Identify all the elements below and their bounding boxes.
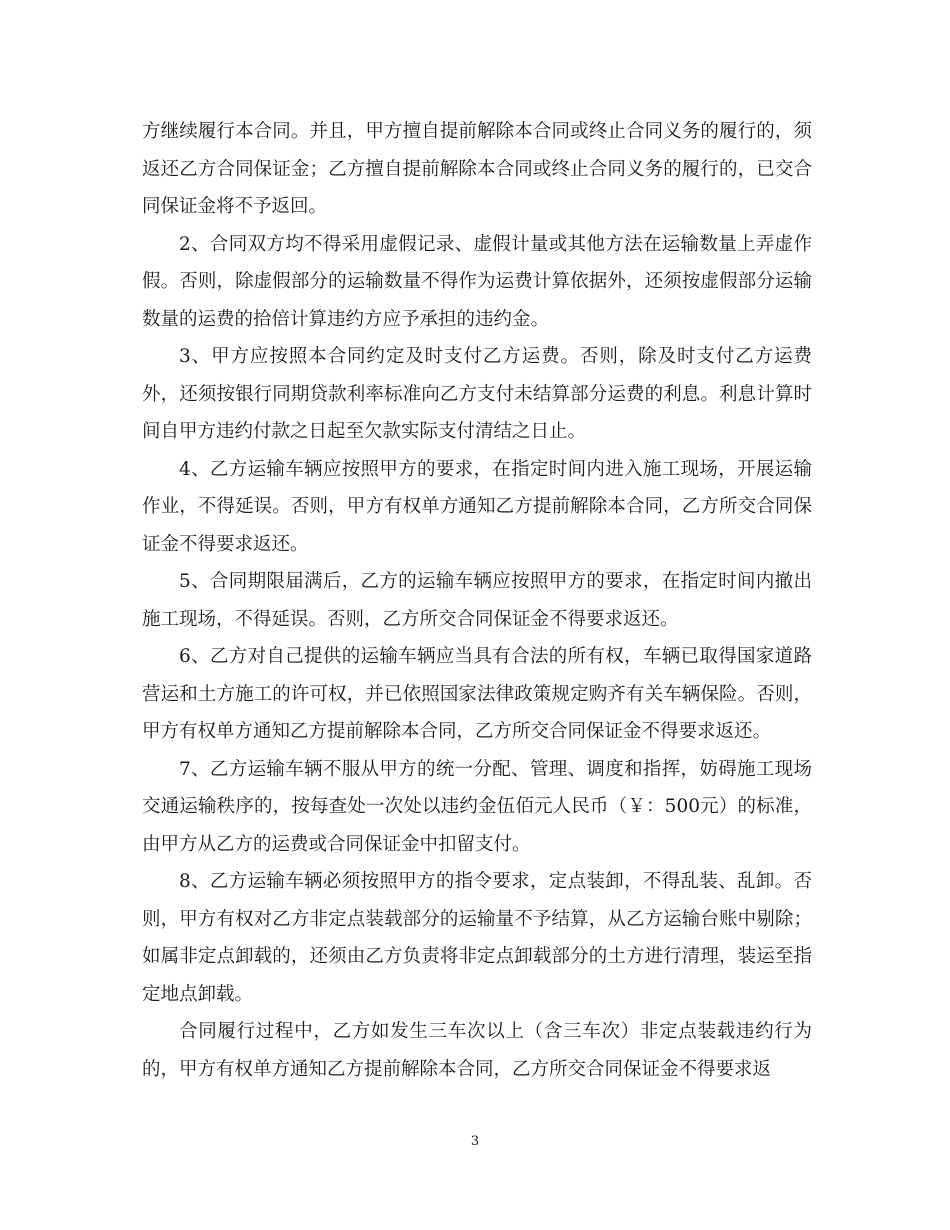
page-number: 3 <box>470 1134 480 1149</box>
paragraph-clause-8-continued: 合同履行过程中，乙方如发生三车次以上（含三车次）非定点装载违约行为的，甲方有权单方通知乙方提前解除本合同，乙方所交合同保证金不得要求返 <box>142 1021 812 1080</box>
paragraph-clause-2: 2、合同双方均不得采用虚假记录、虚假计量或其他方法在运输数量上弄虚作假。否则，除虚假部分的运输数量不得作为运费计算依据外，还须按虚假部分运输数量的运费的拾倍计算违约方应予承担的违约金。 <box>142 233 812 330</box>
document-body <box>142 113 812 1088</box>
paragraph-clause-4: 4、乙方运输车辆应按照甲方的要求，在指定时间内进入施工现场，开展运输作业，不得延误。否则，甲方有权单方通知乙方提前解除本合同，乙方所交合同保证金不得要求返还。 <box>142 458 812 555</box>
paragraph-clause-8: 8、乙方运输车辆必须按照甲方的指令要求，定点装卸，不得乱装、乱卸。否则，甲方有权对乙方非定点装载部分的运输量不予结算，从乙方运输台账中剔除；如属非定点卸载的，还须由乙方负责将非定点卸载部分的土方进行清理，装运至指定地点卸载。 <box>142 871 812 1005</box>
paragraph-clause-7: 7、乙方运输车辆不服从甲方的统一分配、管理、调度和指挥，妨碍施工现场交通运输秩序的，按每查处一次处以违约金伍佰元人民币（￥：500元）的标准，由甲方从乙方的运费或合同保证金中扣留支付。 <box>142 758 812 855</box>
paragraph-clause-6: 6、乙方对自己提供的运输车辆应当具有合法的所有权，车辆已取得国家道路营运和土方施工的许可权，并已依照国家法律政策规定购齐有关车辆保险。否则，甲方有权单方通知乙方提前解除本合同，乙方所交合同保证金不得要求返还。 <box>142 646 812 742</box>
paragraph-clause-5: 5、合同期限届满后，乙方的运输车辆应按照甲方的要求，在指定时间内撤出施工现场，不得延误。否则，乙方所交合同保证金不得要求返还。 <box>142 571 812 630</box>
paragraph-clause-3: 3、甲方应按照本合同约定及时支付乙方运费。否则，除及时支付乙方运费外，还须按银行同期贷款利率标准向乙方支付未结算部分运费的利息。利息计算时间自甲方违约付款之日起至欠款实际支付清结之日止。 <box>142 346 812 442</box>
paragraph-continuation: 方继续履行本合同。并且，甲方擅自提前解除本合同或终止合同义务的履行的，须返还乙方合同保证金；乙方擅自提前解除本合同或终止合同义务的履行的，已交合同保证金将不予返回。 <box>142 121 812 217</box>
